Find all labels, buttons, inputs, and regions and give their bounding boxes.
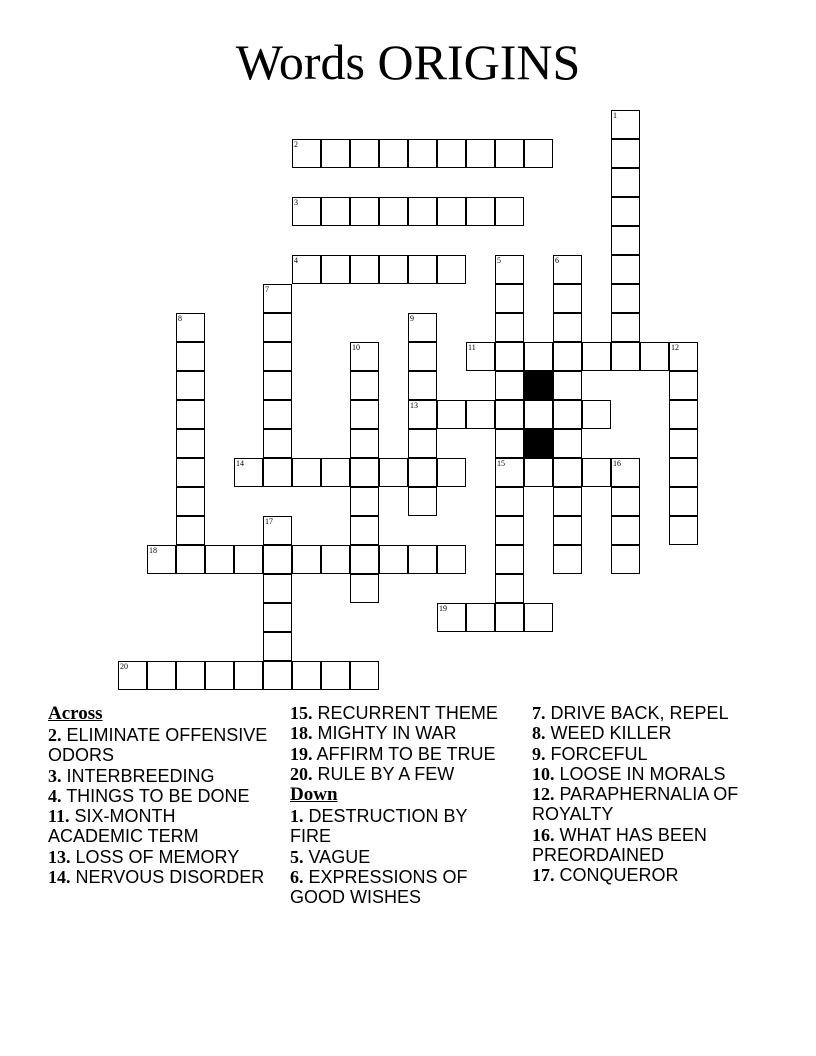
grid-cell[interactable] bbox=[437, 458, 466, 487]
grid-cell[interactable] bbox=[553, 400, 582, 429]
grid-cell[interactable] bbox=[437, 139, 466, 168]
cell-number: 4 bbox=[294, 256, 298, 265]
grid-cell[interactable] bbox=[350, 197, 379, 226]
clue bbox=[290, 744, 512, 764]
grid-cell[interactable] bbox=[524, 603, 553, 632]
grid-cell[interactable] bbox=[321, 139, 350, 168]
clue bbox=[532, 703, 758, 723]
clue bbox=[48, 847, 270, 867]
grid-cell[interactable] bbox=[263, 400, 292, 429]
clue bbox=[532, 865, 758, 885]
grid-cell[interactable] bbox=[176, 313, 205, 342]
clue-text: RECURRENT THEME bbox=[317, 703, 498, 723]
clue bbox=[532, 825, 758, 866]
grid-cell[interactable] bbox=[408, 313, 437, 342]
grid-cell[interactable] bbox=[495, 429, 524, 458]
grid-cell[interactable] bbox=[350, 516, 379, 545]
grid-cell[interactable] bbox=[495, 255, 524, 284]
cell-number: 16 bbox=[613, 459, 621, 468]
grid-cell[interactable] bbox=[408, 342, 437, 371]
grid-cell[interactable] bbox=[263, 313, 292, 342]
grid-cell[interactable] bbox=[495, 458, 524, 487]
grid-cell[interactable] bbox=[611, 197, 640, 226]
grid-cell[interactable] bbox=[350, 545, 379, 574]
clue-column-1 bbox=[48, 703, 270, 887]
cell-number: 9 bbox=[410, 314, 414, 323]
grid-cell[interactable] bbox=[524, 342, 553, 371]
cell-number: 1 bbox=[613, 111, 617, 120]
clue-text: RULE BY A FEW bbox=[317, 763, 455, 784]
grid-cell[interactable] bbox=[611, 139, 640, 168]
grid-cell[interactable] bbox=[524, 400, 553, 429]
grid-cell[interactable] bbox=[495, 516, 524, 545]
clue-text: INTERBREEDING bbox=[66, 765, 215, 786]
clue-number: 12. bbox=[532, 784, 555, 805]
clue-number: 4. bbox=[48, 785, 62, 806]
clue-number: 16. bbox=[532, 824, 555, 845]
clue bbox=[290, 867, 512, 908]
grid-cell[interactable] bbox=[408, 400, 437, 429]
clue-number: 18. bbox=[290, 723, 313, 744]
clue-text: ELIMINATE OFFENSIVE ODORS bbox=[48, 725, 268, 766]
grid-cell[interactable] bbox=[669, 342, 698, 371]
clue-number: 9. bbox=[532, 743, 546, 764]
cell-number: 3 bbox=[294, 198, 298, 207]
grid-cell[interactable] bbox=[263, 371, 292, 400]
clue-text: THINGS TO BE DONE bbox=[66, 785, 250, 806]
grid-cell[interactable] bbox=[263, 516, 292, 545]
grid-cell[interactable] bbox=[553, 516, 582, 545]
grid-cell[interactable] bbox=[176, 487, 205, 516]
grid-cell[interactable] bbox=[495, 545, 524, 574]
grid-cell[interactable] bbox=[408, 545, 437, 574]
clue bbox=[290, 764, 512, 784]
grid-cell[interactable] bbox=[263, 632, 292, 661]
grid-cell[interactable] bbox=[553, 458, 582, 487]
grid-cell[interactable] bbox=[408, 371, 437, 400]
grid-cell[interactable] bbox=[234, 545, 263, 574]
clue-number: 3. bbox=[48, 765, 62, 786]
grid-cell[interactable] bbox=[466, 400, 495, 429]
grid-cell[interactable] bbox=[379, 255, 408, 284]
grid-cell[interactable] bbox=[408, 458, 437, 487]
cell-number: 14 bbox=[236, 459, 244, 468]
grid-cell[interactable] bbox=[350, 371, 379, 400]
grid-cell[interactable] bbox=[292, 139, 321, 168]
clue-text: NERVOUS DISORDER bbox=[75, 867, 265, 888]
grid-cell[interactable] bbox=[263, 661, 292, 690]
grid-cell[interactable] bbox=[553, 487, 582, 516]
clue-number: 15. bbox=[290, 703, 313, 723]
grid-cell[interactable] bbox=[205, 545, 234, 574]
grid-cell[interactable] bbox=[350, 342, 379, 371]
grid-cell[interactable] bbox=[350, 661, 379, 690]
grid-cell[interactable] bbox=[147, 661, 176, 690]
clue-number: 8. bbox=[532, 723, 546, 744]
grid-cell[interactable] bbox=[176, 516, 205, 545]
clue-number: 17. bbox=[532, 865, 555, 886]
grid-cell[interactable] bbox=[669, 429, 698, 458]
grid-cell[interactable] bbox=[321, 197, 350, 226]
grid-cell[interactable] bbox=[611, 255, 640, 284]
clue-text: LOOSE IN MORALS bbox=[559, 763, 726, 784]
grid-cell[interactable] bbox=[321, 458, 350, 487]
grid-cell[interactable] bbox=[553, 371, 582, 400]
grid-cell[interactable] bbox=[611, 313, 640, 342]
clue bbox=[532, 784, 758, 825]
clue-column-3 bbox=[532, 703, 758, 886]
grid-cell[interactable] bbox=[611, 168, 640, 197]
clue-number: 20. bbox=[290, 763, 313, 784]
grid-cell[interactable] bbox=[611, 284, 640, 313]
clue-text: MIGHTY IN WAR bbox=[317, 723, 457, 744]
grid-cell[interactable] bbox=[350, 458, 379, 487]
grid-cell[interactable] bbox=[669, 516, 698, 545]
clue-text: AFFIRM TO BE TRUE bbox=[316, 743, 496, 764]
cell-number: 6 bbox=[555, 256, 559, 265]
grid-cell[interactable] bbox=[437, 603, 466, 632]
grid-cell[interactable] bbox=[176, 400, 205, 429]
clue-number: 14. bbox=[48, 867, 71, 888]
grid-cell[interactable] bbox=[553, 255, 582, 284]
grid-cell[interactable] bbox=[466, 197, 495, 226]
grid-cell[interactable] bbox=[582, 342, 611, 371]
grid-cell[interactable] bbox=[611, 342, 640, 371]
grid-cell[interactable] bbox=[611, 110, 640, 139]
grid-cell[interactable] bbox=[292, 255, 321, 284]
grid-cell[interactable] bbox=[553, 313, 582, 342]
clue bbox=[290, 703, 512, 723]
grid-cell[interactable] bbox=[611, 516, 640, 545]
clue-heading: Across bbox=[48, 703, 103, 724]
grid-cell[interactable] bbox=[408, 197, 437, 226]
clue-number: 10. bbox=[532, 763, 555, 784]
cell-number: 11 bbox=[468, 343, 476, 352]
grid-cell[interactable] bbox=[350, 255, 379, 284]
grid-cell[interactable] bbox=[611, 487, 640, 516]
clue bbox=[48, 725, 270, 766]
grid-cell[interactable] bbox=[234, 661, 263, 690]
clue bbox=[48, 766, 270, 786]
clue-number: 5. bbox=[290, 846, 304, 867]
clue bbox=[532, 723, 758, 743]
grid-cell[interactable] bbox=[466, 603, 495, 632]
grid-cell[interactable] bbox=[553, 342, 582, 371]
clue bbox=[48, 786, 270, 806]
grid-cell[interactable] bbox=[263, 458, 292, 487]
clue-text: SIX-MONTH ACADEMIC TERM bbox=[48, 806, 199, 847]
clue-number: 1. bbox=[290, 806, 304, 827]
grid-cell[interactable] bbox=[466, 342, 495, 371]
clue bbox=[48, 867, 270, 887]
grid-cell[interactable] bbox=[408, 139, 437, 168]
grid-cell[interactable] bbox=[350, 574, 379, 603]
grid-cell[interactable] bbox=[466, 139, 495, 168]
grid-cell[interactable] bbox=[350, 429, 379, 458]
grid-cell[interactable] bbox=[408, 255, 437, 284]
grid-cell[interactable] bbox=[176, 429, 205, 458]
puzzle-title: Words ORIGINS bbox=[235, 34, 581, 90]
grid-cell[interactable] bbox=[379, 139, 408, 168]
grid-cell[interactable] bbox=[553, 284, 582, 313]
grid-cell[interactable] bbox=[234, 458, 263, 487]
grid-cell[interactable] bbox=[495, 574, 524, 603]
clue-text: WEED KILLER bbox=[550, 723, 672, 744]
grid-cell[interactable] bbox=[263, 545, 292, 574]
grid-cell[interactable] bbox=[524, 139, 553, 168]
cell-number: 17 bbox=[265, 517, 273, 526]
clue-text: DESTRUCTION BY FIRE bbox=[290, 806, 468, 847]
grid-cell[interactable] bbox=[321, 661, 350, 690]
grid-cell[interactable] bbox=[611, 545, 640, 574]
clue-column-2 bbox=[290, 703, 512, 908]
grid-cell[interactable] bbox=[669, 400, 698, 429]
grid-cell[interactable] bbox=[495, 400, 524, 429]
grid-cell[interactable] bbox=[495, 342, 524, 371]
clue-text: PARAPHERNALIA OF ROYALTY bbox=[532, 784, 739, 825]
clue-text: FORCEFUL bbox=[550, 743, 648, 764]
grid-cell[interactable] bbox=[640, 342, 669, 371]
grid-cell[interactable] bbox=[176, 458, 205, 487]
grid-cell[interactable] bbox=[582, 458, 611, 487]
grid-cell[interactable] bbox=[263, 429, 292, 458]
grid-cell[interactable] bbox=[495, 284, 524, 313]
cell-number: 19 bbox=[439, 604, 447, 613]
grid-cell[interactable] bbox=[611, 458, 640, 487]
cell-number: 13 bbox=[410, 401, 418, 410]
clue bbox=[290, 723, 512, 743]
black-cell bbox=[524, 429, 553, 458]
grid-cell[interactable] bbox=[669, 371, 698, 400]
grid-cell[interactable] bbox=[553, 545, 582, 574]
grid-cell[interactable] bbox=[147, 545, 176, 574]
grid-cell[interactable] bbox=[495, 603, 524, 632]
clue bbox=[48, 806, 270, 847]
grid-cell[interactable] bbox=[669, 458, 698, 487]
clue-text: VAGUE bbox=[308, 846, 371, 867]
grid-cell[interactable] bbox=[379, 197, 408, 226]
grid-cell[interactable] bbox=[437, 400, 466, 429]
clue-number: 6. bbox=[290, 867, 304, 888]
clue-number: 2. bbox=[48, 725, 62, 745]
cell-number: 8 bbox=[178, 314, 182, 323]
grid-cell[interactable] bbox=[611, 226, 640, 255]
cell-number: 15 bbox=[497, 459, 505, 468]
clue bbox=[532, 764, 758, 784]
grid-cell[interactable] bbox=[350, 139, 379, 168]
clue-number: 11. bbox=[48, 806, 70, 827]
clue-text: CONQUEROR bbox=[559, 865, 679, 886]
grid-cell[interactable] bbox=[408, 429, 437, 458]
grid-cell[interactable] bbox=[495, 487, 524, 516]
grid-cell[interactable] bbox=[495, 197, 524, 226]
clue bbox=[290, 847, 512, 867]
clue-number: 13. bbox=[48, 846, 71, 867]
grid-cell[interactable] bbox=[176, 371, 205, 400]
clue-text: WHAT HAS BEEN PREORDAINED bbox=[532, 824, 707, 866]
grid-cell[interactable] bbox=[669, 487, 698, 516]
grid-cell[interactable] bbox=[437, 545, 466, 574]
grid-cell[interactable] bbox=[263, 603, 292, 632]
grid-cell[interactable] bbox=[292, 545, 321, 574]
grid-cell[interactable] bbox=[176, 342, 205, 371]
cell-number: 5 bbox=[497, 256, 501, 265]
grid-cell[interactable] bbox=[176, 545, 205, 574]
grid-cell[interactable] bbox=[176, 661, 205, 690]
black-cell bbox=[524, 371, 553, 400]
grid-cell[interactable] bbox=[263, 574, 292, 603]
grid-cell[interactable] bbox=[553, 429, 582, 458]
grid-cell[interactable] bbox=[379, 545, 408, 574]
grid-cell[interactable] bbox=[437, 197, 466, 226]
grid-cell[interactable] bbox=[292, 661, 321, 690]
grid-cell[interactable] bbox=[524, 458, 553, 487]
grid-cell[interactable] bbox=[495, 313, 524, 342]
grid-cell[interactable] bbox=[495, 139, 524, 168]
grid-cell[interactable] bbox=[437, 255, 466, 284]
grid-cell[interactable] bbox=[263, 284, 292, 313]
grid-cell[interactable] bbox=[350, 400, 379, 429]
grid-cell[interactable] bbox=[321, 545, 350, 574]
cell-number: 7 bbox=[265, 285, 269, 294]
grid-cell[interactable] bbox=[495, 371, 524, 400]
cell-number: 2 bbox=[294, 140, 298, 149]
grid-cell[interactable] bbox=[350, 487, 379, 516]
grid-cell[interactable] bbox=[379, 458, 408, 487]
cell-number: 20 bbox=[120, 662, 128, 671]
clue bbox=[532, 744, 758, 764]
clue-number: 19. bbox=[290, 743, 313, 764]
grid-cell[interactable] bbox=[205, 661, 234, 690]
cell-number: 12 bbox=[671, 343, 679, 352]
grid-cell[interactable] bbox=[321, 255, 350, 284]
clue bbox=[290, 806, 512, 847]
grid-cell[interactable] bbox=[408, 487, 437, 516]
cell-number: 10 bbox=[352, 343, 360, 352]
grid-cell[interactable] bbox=[292, 197, 321, 226]
clue-number: 7. bbox=[532, 703, 546, 723]
clue-heading: Down bbox=[290, 784, 338, 806]
clue-text: LOSS OF MEMORY bbox=[75, 846, 240, 867]
grid-cell[interactable] bbox=[263, 342, 292, 371]
grid-cell[interactable] bbox=[582, 400, 611, 429]
grid-cell[interactable] bbox=[292, 458, 321, 487]
clue-text: EXPRESSIONS OF GOOD WISHES bbox=[290, 867, 468, 908]
cell-number: 18 bbox=[149, 546, 157, 555]
clue-text: DRIVE BACK, REPEL bbox=[550, 703, 729, 723]
grid-cell[interactable] bbox=[118, 661, 147, 690]
